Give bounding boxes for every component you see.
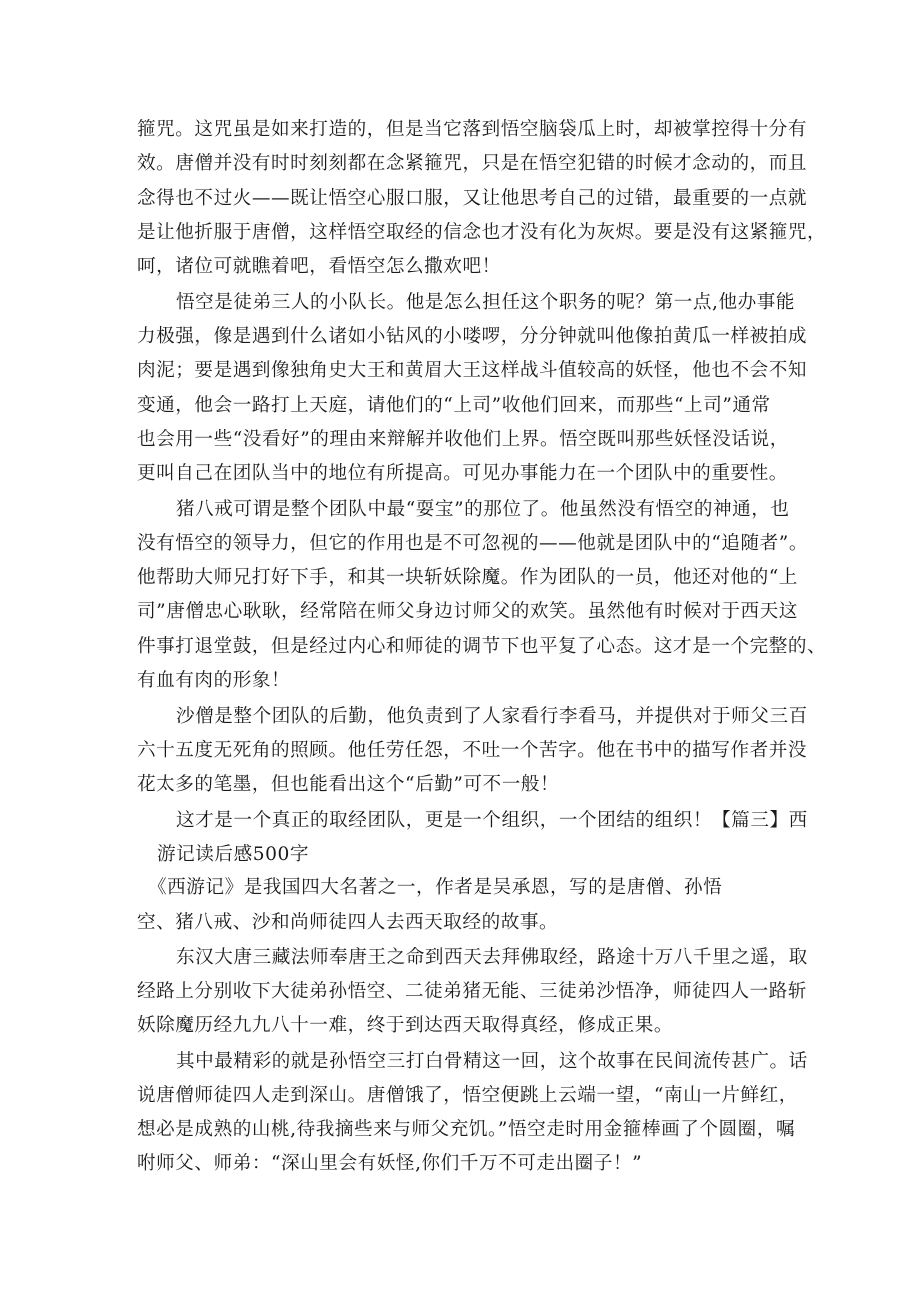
text-line: 六十五度无死角的照顾。他任劳任怨，不吐一个苦字。他在书中的描写作者并没 (137, 740, 808, 761)
text-line: 呵，诸位可就瞧着吧，看悟空怎么撒欢吧！ (137, 256, 501, 277)
text-line: 这才是一个真正的取经团队，更是一个组织，一个团结的组织！【篇三】西 (176, 810, 808, 831)
text-line: 肉泥；要是遇到像独角史大王和黄眉大王这样战斗值较高的妖怪，他也不会不知 (137, 360, 808, 381)
text-line: 妖除魔历经九九八十一难，终于到达西天取得真经，修成正果。 (137, 1015, 674, 1036)
text-line: 东汉大唐三藏法师奉唐王之命到西天去拜佛取经，路途十万八千里之遥，取 (176, 947, 808, 968)
text-line: 《西游记》是我国四大名著之一，作者是吴承恩，写的是唐僧、孙悟 (148, 877, 723, 898)
text-line: 更叫自己在团队当中的地位有所提高。可见办事能力在一个团队中的重要性。 (137, 463, 788, 484)
text-line: 箍咒。这咒虽是如来打造的，但是当它落到悟空脑袋瓜上时，却被掌控得十分有 (137, 119, 808, 140)
text-line: 司”唐僧忠心耿耿，经常陪在师父身边讨师父的欢笑。虽然他有时候对于西天这 (137, 601, 798, 622)
text-line: 花太多的笔墨，但也能看出这个“后勤”可不一般！ (137, 774, 560, 795)
text-line: 想必是成熟的山桃,待我摘些来与师父充饥。”悟空走时用金箍棒画了个圆圈，嘱 (137, 1119, 796, 1140)
text-line: 力极强，像是遇到什么诸如小钻风的小喽啰，分分钟就叫他像拍黄瓜一样被拍成 (137, 326, 808, 347)
text-line: 念得也不过火——既让悟空心服口服，又让他思考自己的过错，最重要的一点就 (137, 188, 808, 209)
text-line: 他帮助大师兄打好下手，和其一块斩妖除魔。作为团队的一员，他还对他的“上 (137, 567, 798, 588)
text-line: 也会用一些“没看好”的理由来辩解并收他们上界。悟空既叫那些妖怪没话说， (137, 429, 789, 450)
text-line: 咐师父、师弟：“深山里会有妖怪,你们千万不可走出圈子！” (137, 1153, 643, 1174)
text-line: 游记读后感500字 (157, 844, 310, 865)
text-line: 沙僧是整个团队的后勤，他负责到了人家看行李看马，并提供对于师父三百 (176, 706, 808, 727)
text-line: 说唐僧师徒四人走到深山。唐僧饿了，悟空便跳上云端一望，“南山一片鲜红， (137, 1085, 798, 1106)
text-line: 是让他折服于唐僧，这样悟空取经的信念也才没有化为灰烬。要是没有这紧箍咒， (137, 222, 827, 243)
text-line: 经路上分别收下大徒弟孙悟空、二徒弟猪无能、三徒弟沙悟净，师徒四人一路斩 (137, 981, 808, 1002)
text-line: 效。唐僧并没有时时刻刻都在念紧箍咒，只是在悟空犯错的时候才念动的，而且 (137, 153, 808, 174)
text-line: 悟空是徒弟三人的小队长。他是怎么担任这个职务的呢？第一点,他办事能 (176, 292, 796, 313)
text-line: 变通，他会一路打上天庭，请他们的“上司”收他们回来，而那些“上司”通常 (137, 395, 771, 416)
text-line: 空、猪八戒、沙和尚师徒四人去西天取经的故事。 (137, 912, 559, 933)
text-line: 没有悟空的领导力，但它的作用也是不可忽视的——他就是团队中的“追随者”。 (137, 533, 808, 554)
text-line: 件事打退堂鼓，但是经过内心和师徒的调节下也平复了心态。这才是一个完整的、 (137, 636, 827, 657)
text-line: 猪八戒可谓是整个团队中最“耍宝”的那位了。他虽然没有悟空的神通，也 (176, 499, 790, 520)
text-line: 有血有肉的形象！ (137, 670, 291, 691)
text-line: 其中最精彩的就是孙悟空三打白骨精这一回，这个故事在民间流传甚广。话 (176, 1051, 808, 1072)
